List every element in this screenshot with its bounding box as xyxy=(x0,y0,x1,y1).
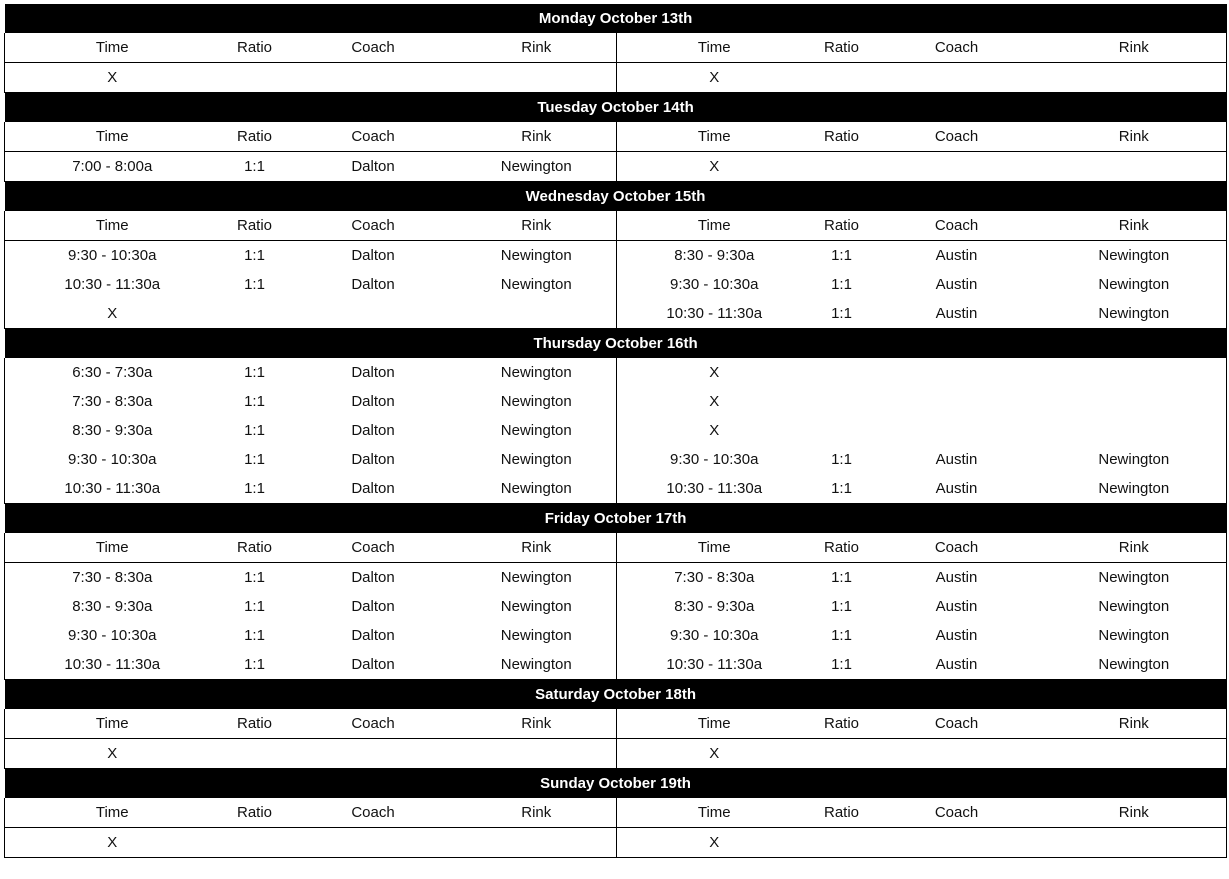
column-header-rink: Rink xyxy=(1042,122,1227,152)
cell-ratio: 1:1 xyxy=(244,276,265,293)
cell-ratio: 1:1 xyxy=(244,393,265,410)
cell-coach: Dalton xyxy=(351,276,395,293)
cell-rink xyxy=(1042,739,1227,769)
cell-rink xyxy=(457,739,617,769)
cell-ratio: 1:1 xyxy=(831,276,852,293)
cell-ratio: 1:1 xyxy=(831,569,852,586)
cell-coach: Dalton xyxy=(351,422,395,439)
cell-time: 9:30 - 10:30a xyxy=(5,445,220,474)
cell-time: 10:30 - 11:30a xyxy=(5,650,220,680)
cell-ratio: 1:1 xyxy=(244,451,265,468)
cell-rink: Newington xyxy=(1042,241,1227,271)
cell-rink xyxy=(457,63,617,93)
column-header-rink: Rink xyxy=(457,122,617,152)
column-header-rink: Rink xyxy=(1042,798,1227,828)
cell-rink: Newington xyxy=(1042,650,1227,680)
column-header-row xyxy=(5,33,1227,63)
cell-ratio: 1:1 xyxy=(244,364,265,381)
column-header-row xyxy=(5,709,1227,739)
cell-time: 6:30 - 7:30a xyxy=(5,358,220,387)
day-header-row xyxy=(5,680,1227,710)
cell-time: X xyxy=(5,63,220,93)
cell-coach: Austin xyxy=(872,474,1042,504)
cell-rink: Newington xyxy=(500,451,572,468)
cell-ratio xyxy=(812,63,872,93)
cell-rink xyxy=(1042,387,1227,416)
schedule-row xyxy=(5,63,1227,93)
column-header-time: Time xyxy=(617,709,812,739)
day-header-row xyxy=(5,329,1227,359)
cell-time: 10:30 - 11:30a xyxy=(5,474,220,504)
cell-ratio xyxy=(812,416,872,445)
cell-coach: Austin xyxy=(935,276,978,293)
column-header-time: Time xyxy=(5,533,220,563)
cell-ratio xyxy=(220,299,290,329)
cell-time: X xyxy=(5,299,220,329)
column-header-time: Time xyxy=(617,533,812,563)
cell-coach xyxy=(872,739,1042,769)
cell-time: X xyxy=(5,828,220,858)
cell-rink: Newington xyxy=(500,598,572,615)
cell-coach xyxy=(290,828,457,858)
day-title: Saturday October 18th xyxy=(5,680,1227,710)
cell-rink: Newington xyxy=(1042,474,1227,504)
cell-rink: Newington xyxy=(1042,299,1227,329)
cell-time: 7:30 - 8:30a xyxy=(5,563,220,593)
cell-rink: Newington xyxy=(1042,592,1227,621)
column-header-coach: Coach xyxy=(290,33,457,63)
column-header-coach: Coach xyxy=(872,33,1042,63)
cell-rink: Newington xyxy=(500,247,572,264)
column-header-rink: Rink xyxy=(1042,211,1227,241)
cell-ratio: 1:1 xyxy=(244,247,265,264)
schedule-row xyxy=(5,474,1227,504)
day-header-row xyxy=(5,182,1227,212)
schedule-row xyxy=(5,270,1227,299)
schedule-row xyxy=(5,650,1227,680)
cell-rink: Newington xyxy=(1042,563,1227,593)
column-header-ratio: Ratio xyxy=(220,122,290,152)
day-title: Thursday October 16th xyxy=(5,329,1227,359)
column-header-ratio: Ratio xyxy=(812,211,872,241)
schedule-row xyxy=(5,563,1227,593)
column-header-rink: Rink xyxy=(457,798,617,828)
column-header-row xyxy=(5,533,1227,563)
cell-coach: Dalton xyxy=(351,393,395,410)
cell-coach: Dalton xyxy=(351,627,395,644)
cell-time: X xyxy=(617,739,812,769)
column-header-rink: Rink xyxy=(457,533,617,563)
column-header-coach: Coach xyxy=(290,122,457,152)
cell-coach: Dalton xyxy=(290,650,457,680)
column-header-time: Time xyxy=(5,33,220,63)
column-header-row xyxy=(5,122,1227,152)
cell-rink xyxy=(1042,63,1227,93)
cell-time: 7:30 - 8:30a xyxy=(617,563,812,593)
column-header-time: Time xyxy=(617,211,812,241)
cell-time: X xyxy=(617,828,812,858)
column-header-ratio: Ratio xyxy=(812,709,872,739)
cell-rink xyxy=(457,828,617,858)
cell-rink xyxy=(1042,358,1227,387)
column-header-ratio: Ratio xyxy=(812,798,872,828)
column-header-coach: Coach xyxy=(872,122,1042,152)
cell-ratio: 1:1 xyxy=(244,422,265,439)
column-header-rink: Rink xyxy=(457,211,617,241)
schedule-row xyxy=(5,241,1227,271)
cell-coach xyxy=(290,63,457,93)
day-header-row xyxy=(5,769,1227,799)
cell-coach xyxy=(290,739,457,769)
cell-ratio xyxy=(812,358,872,387)
cell-time: 8:30 - 9:30a xyxy=(5,416,220,445)
cell-rink: Newington xyxy=(500,422,572,439)
schedule-row xyxy=(5,621,1227,650)
column-header-coach: Coach xyxy=(872,211,1042,241)
cell-ratio xyxy=(812,828,872,858)
cell-coach: Austin xyxy=(935,451,978,468)
column-header-ratio: Ratio xyxy=(812,33,872,63)
cell-rink xyxy=(1042,828,1227,858)
cell-ratio xyxy=(812,387,872,416)
cell-rink: Newington xyxy=(1042,445,1227,474)
cell-time: 7:00 - 8:00a xyxy=(5,152,220,182)
cell-rink: Newington xyxy=(1042,270,1227,299)
column-header-coach: Coach xyxy=(290,533,457,563)
cell-ratio xyxy=(220,739,290,769)
cell-coach xyxy=(872,416,1042,445)
cell-time: 10:30 - 11:30a xyxy=(617,299,812,329)
schedule-row xyxy=(5,828,1227,858)
column-header-coach: Coach xyxy=(290,709,457,739)
cell-time: X xyxy=(617,387,812,416)
cell-ratio: 1:1 xyxy=(244,627,265,644)
cell-ratio xyxy=(220,63,290,93)
schedule-table xyxy=(4,4,1227,858)
cell-coach xyxy=(872,63,1042,93)
cell-coach: Austin xyxy=(935,627,978,644)
schedule-row xyxy=(5,299,1227,329)
cell-rink: Newington xyxy=(500,364,572,381)
day-header-row xyxy=(5,504,1227,534)
cell-time: X xyxy=(617,152,812,182)
column-header-time: Time xyxy=(617,122,812,152)
cell-ratio: 1:1 xyxy=(244,598,265,615)
cell-ratio: 1:1 xyxy=(244,569,265,586)
column-header-ratio: Ratio xyxy=(220,798,290,828)
column-header-time: Time xyxy=(5,211,220,241)
column-header-ratio: Ratio xyxy=(220,211,290,241)
column-header-rink: Rink xyxy=(1042,709,1227,739)
column-header-time: Time xyxy=(617,33,812,63)
schedule-row xyxy=(5,739,1227,769)
cell-time: X xyxy=(617,63,812,93)
cell-time: 7:30 - 8:30a xyxy=(5,387,220,416)
cell-ratio: 1:1 xyxy=(831,247,852,264)
schedule-row xyxy=(5,592,1227,621)
column-header-row xyxy=(5,211,1227,241)
cell-coach: Austin xyxy=(872,650,1042,680)
column-header-ratio: Ratio xyxy=(220,709,290,739)
column-header-time: Time xyxy=(5,709,220,739)
cell-coach: Dalton xyxy=(290,474,457,504)
cell-ratio xyxy=(812,152,872,182)
day-header-row xyxy=(5,4,1227,33)
cell-time: 9:30 - 10:30a xyxy=(5,621,220,650)
column-header-time: Time xyxy=(5,122,220,152)
cell-rink: Newington xyxy=(1042,621,1227,650)
day-title: Monday October 13th xyxy=(5,4,1227,33)
cell-rink xyxy=(1042,416,1227,445)
cell-coach: Austin xyxy=(935,598,978,615)
schedule-row xyxy=(5,445,1227,474)
cell-coach xyxy=(290,299,457,329)
cell-coach: Dalton xyxy=(351,569,395,586)
cell-time: X xyxy=(617,416,812,445)
cell-time: 8:30 - 9:30a xyxy=(617,592,812,621)
cell-rink: Newington xyxy=(500,569,572,586)
cell-rink xyxy=(457,299,617,329)
column-header-coach: Coach xyxy=(872,709,1042,739)
cell-rink: Newington xyxy=(457,474,617,504)
cell-rink: Newington xyxy=(500,276,572,293)
cell-coach xyxy=(872,828,1042,858)
column-header-coach: Coach xyxy=(290,211,457,241)
column-header-ratio: Ratio xyxy=(220,533,290,563)
cell-time: 9:30 - 10:30a xyxy=(617,445,812,474)
cell-ratio xyxy=(220,828,290,858)
schedule-row xyxy=(5,416,1227,445)
column-header-row xyxy=(5,798,1227,828)
cell-rink: Newington xyxy=(457,152,617,182)
cell-rink: Newington xyxy=(500,393,572,410)
cell-time: 8:30 - 9:30a xyxy=(617,241,812,271)
column-header-rink: Rink xyxy=(457,709,617,739)
cell-time: 8:30 - 9:30a xyxy=(5,592,220,621)
column-header-coach: Coach xyxy=(872,798,1042,828)
cell-ratio: 1:1 xyxy=(812,650,872,680)
day-title: Wednesday October 15th xyxy=(5,182,1227,212)
cell-ratio: 1:1 xyxy=(831,627,852,644)
cell-ratio: 1:1 xyxy=(812,299,872,329)
schedule-row xyxy=(5,358,1227,387)
cell-coach xyxy=(872,387,1042,416)
column-header-ratio: Ratio xyxy=(812,533,872,563)
cell-coach: Austin xyxy=(872,299,1042,329)
cell-time: 10:30 - 11:30a xyxy=(5,270,220,299)
schedule-row xyxy=(5,387,1227,416)
cell-coach: Austin xyxy=(935,247,978,264)
cell-time: 9:30 - 10:30a xyxy=(617,621,812,650)
cell-coach: Dalton xyxy=(351,451,395,468)
cell-rink: Newington xyxy=(500,627,572,644)
day-title: Tuesday October 14th xyxy=(5,93,1227,123)
cell-rink: Newington xyxy=(457,650,617,680)
cell-time: 10:30 - 11:30a xyxy=(617,650,812,680)
column-header-rink: Rink xyxy=(1042,33,1227,63)
column-header-rink: Rink xyxy=(457,33,617,63)
cell-coach: Dalton xyxy=(351,247,395,264)
cell-ratio: 1:1 xyxy=(831,451,852,468)
column-header-ratio: Ratio xyxy=(220,33,290,63)
cell-time: 10:30 - 11:30a xyxy=(617,474,812,504)
cell-ratio: 1:1 xyxy=(812,474,872,504)
cell-coach: Dalton xyxy=(351,364,395,381)
cell-ratio: 1:1 xyxy=(220,650,290,680)
cell-coach xyxy=(872,152,1042,182)
cell-ratio: 1:1 xyxy=(831,598,852,615)
day-title: Sunday October 19th xyxy=(5,769,1227,799)
column-header-coach: Coach xyxy=(872,533,1042,563)
cell-ratio: 1:1 xyxy=(220,474,290,504)
cell-coach: Dalton xyxy=(351,598,395,615)
cell-time: X xyxy=(617,358,812,387)
cell-rink xyxy=(1042,152,1227,182)
column-header-time: Time xyxy=(5,798,220,828)
column-header-rink: Rink xyxy=(1042,533,1227,563)
column-header-coach: Coach xyxy=(290,798,457,828)
cell-ratio: 1:1 xyxy=(220,152,290,182)
cell-time: 9:30 - 10:30a xyxy=(617,270,812,299)
cell-time: X xyxy=(5,739,220,769)
schedule-body xyxy=(5,4,1227,858)
column-header-time: Time xyxy=(617,798,812,828)
column-header-ratio: Ratio xyxy=(812,122,872,152)
cell-time: 9:30 - 10:30a xyxy=(5,241,220,271)
day-title: Friday October 17th xyxy=(5,504,1227,534)
cell-coach: Austin xyxy=(935,569,978,586)
cell-coach: Dalton xyxy=(290,152,457,182)
schedule-row xyxy=(5,152,1227,182)
cell-ratio xyxy=(812,739,872,769)
cell-coach xyxy=(872,358,1042,387)
day-header-row xyxy=(5,93,1227,123)
